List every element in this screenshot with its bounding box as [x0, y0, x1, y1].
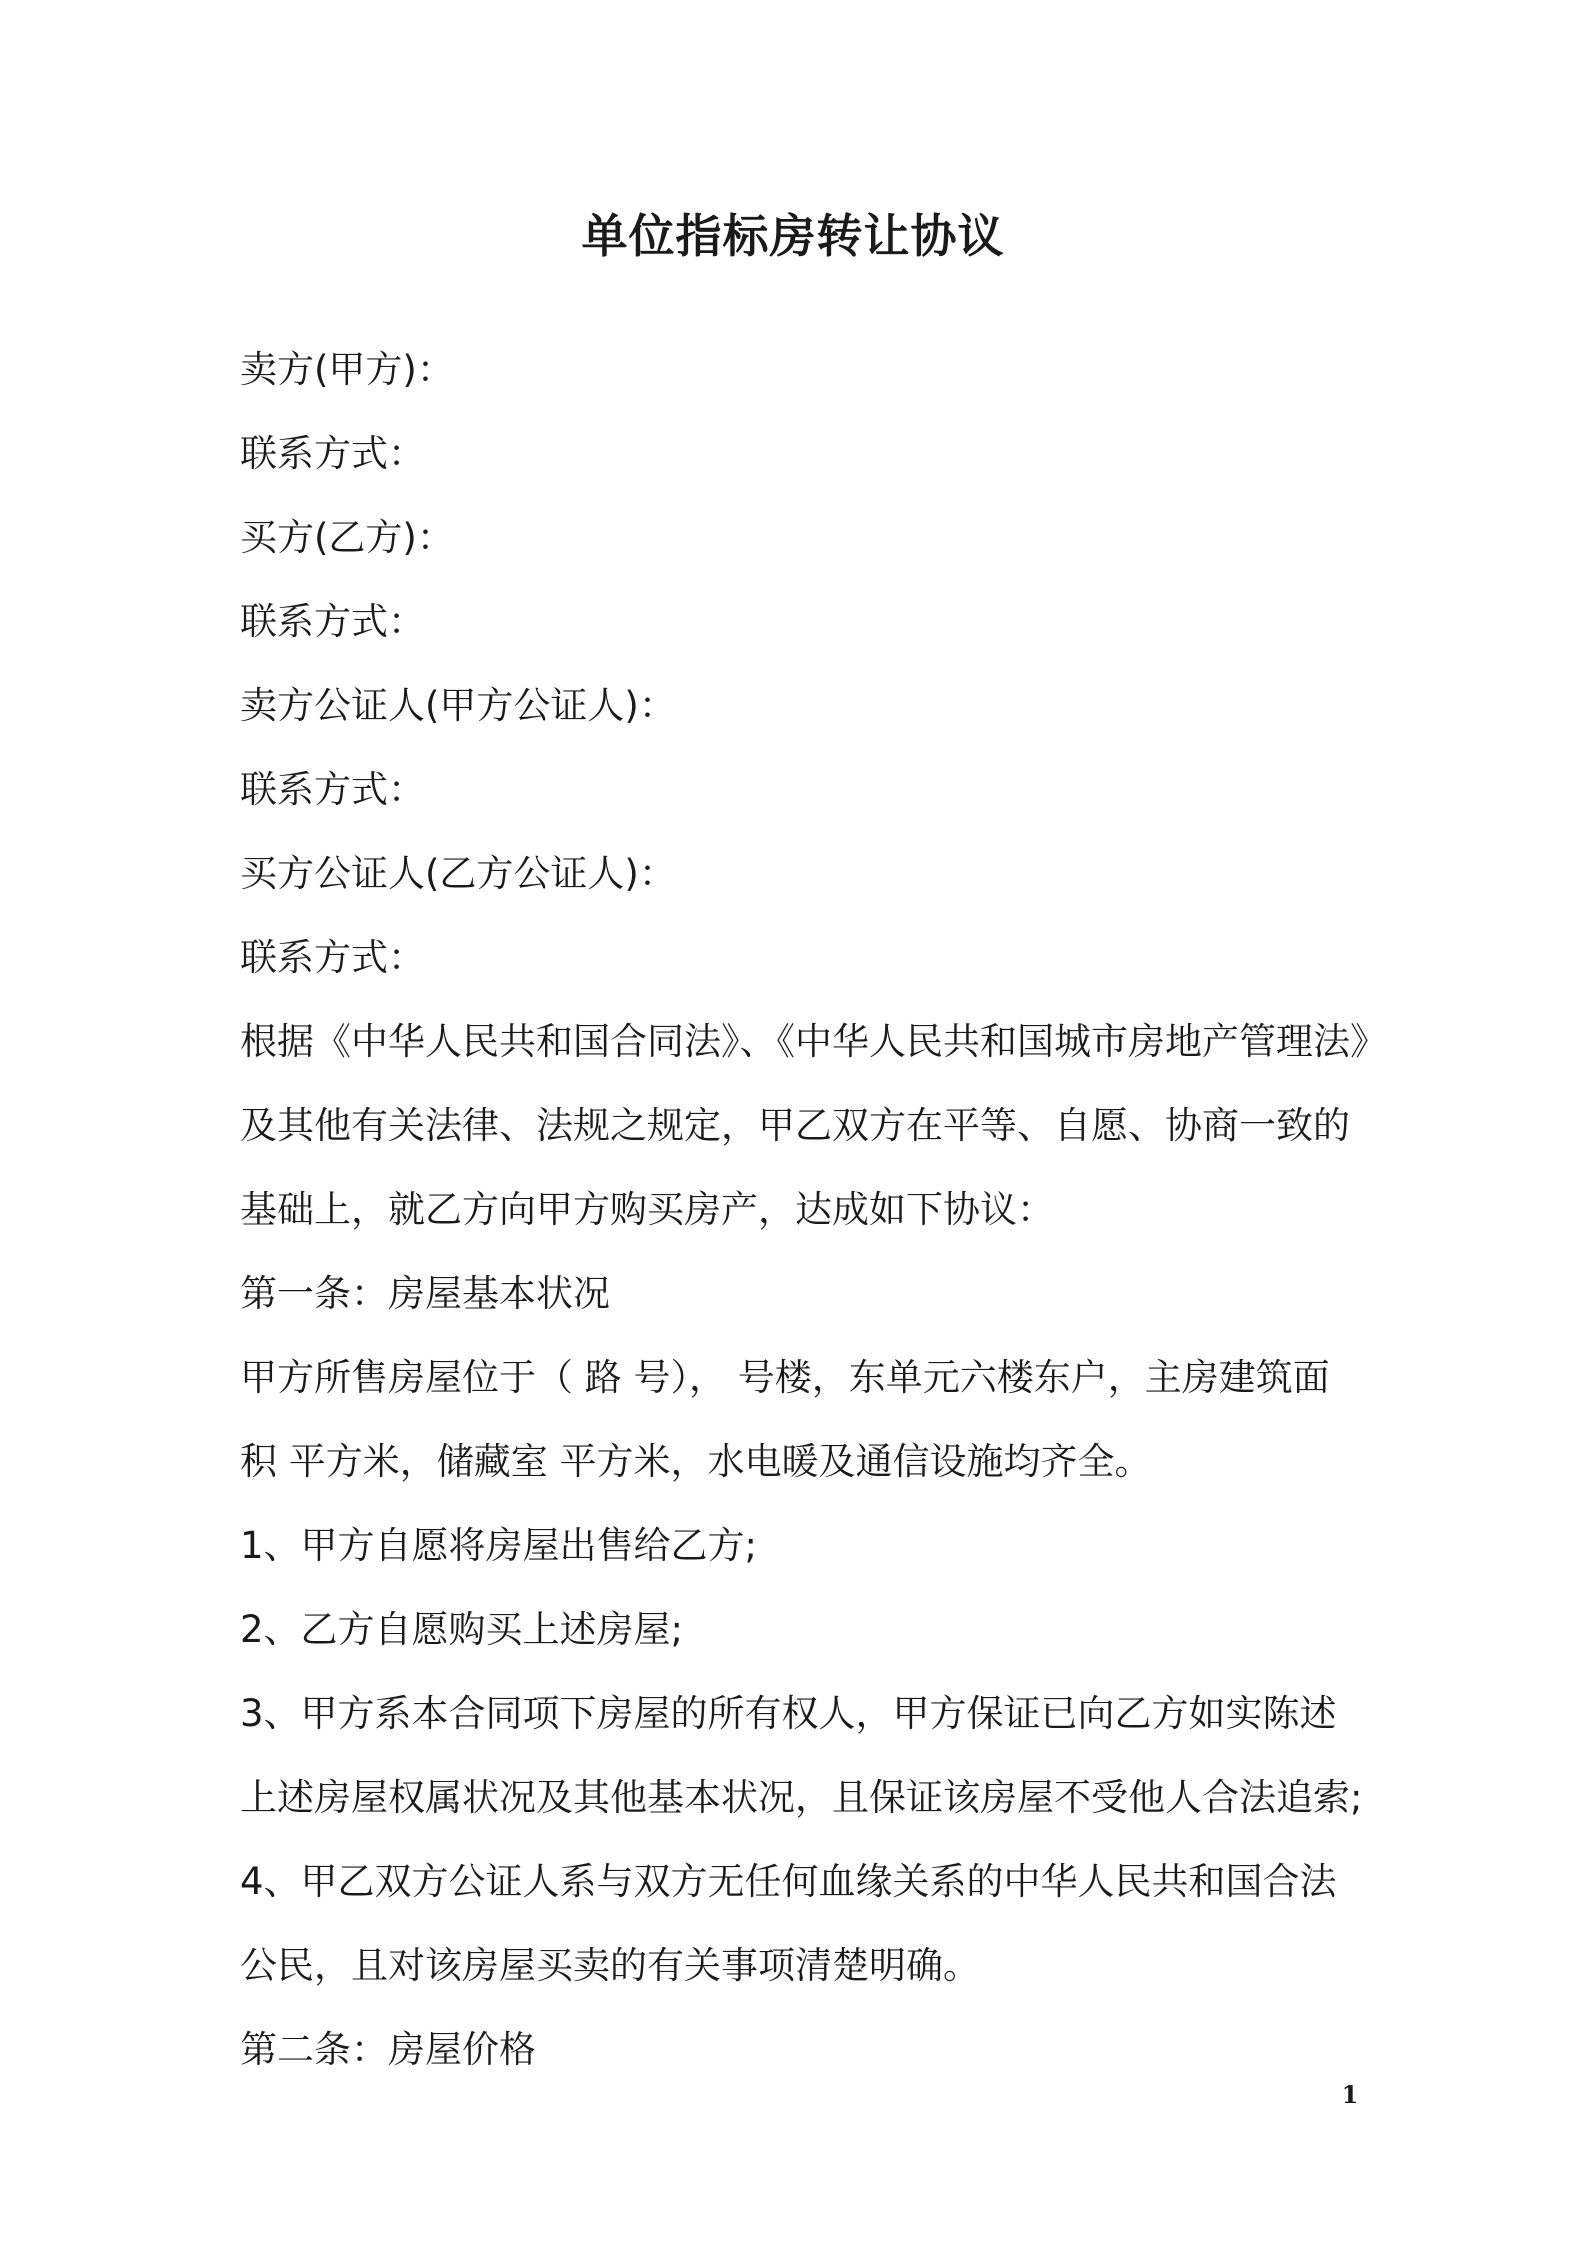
clause-3-line-2: 上述房屋权属状况及其他基本状况，且保证该房屋不受他人合法追索;	[240, 1776, 1363, 1819]
buyer-contact-line: 联系方式：	[240, 600, 425, 643]
clause-4-line-2: 公民，且对该房屋买卖的有关事项清楚明确。	[240, 1944, 980, 1987]
article-1-heading: 第一条：房屋基本状况	[240, 1272, 610, 1315]
document-title: 单位指标房转让协议	[581, 209, 1005, 263]
seller-notary-contact-line: 联系方式：	[240, 768, 425, 811]
seller-line: 卖方(甲方)：	[240, 348, 454, 391]
clause-4-line-1: 4、甲乙双方公证人系与双方无任何血缘关系的中华人民共和国合法	[240, 1860, 1337, 1903]
buyer-notary-contact-line: 联系方式：	[240, 936, 425, 979]
seller-notary-line: 卖方公证人(甲方公证人)：	[240, 684, 676, 727]
intro-paragraph-line-2: 及其他有关法律、法规之规定，甲乙双方在平等、自愿、协商一致的	[240, 1104, 1350, 1147]
property-location-line-1: 甲方所售房屋位于（ 路 号）， 号楼，东单元六楼东户，主房建筑面	[240, 1356, 1330, 1399]
clause-3-line-1: 3、甲方系本合同项下房屋的所有权人，甲方保证已向乙方如实陈述	[240, 1692, 1337, 1735]
clause-2: 2、乙方自愿购买上述房屋;	[240, 1608, 684, 1651]
intro-paragraph-line-1: 根据《中华人民共和国合同法》、《中华人民共和国城市房地产管理法》	[240, 1020, 1387, 1063]
property-location-line-2: 积 平方米，储藏室 平方米，水电暖及通信设施均齐全。	[240, 1440, 1152, 1483]
page-number: 1	[1341, 2080, 1359, 2109]
buyer-line: 买方(乙方)：	[240, 516, 454, 559]
intro-paragraph-line-3: 基础上，就乙方向甲方购买房产，达成如下协议：	[240, 1188, 1054, 1231]
clause-1: 1、甲方自愿将房屋出售给乙方;	[240, 1524, 758, 1567]
document-body	[240, 328, 1387, 2092]
article-2-heading: 第二条：房屋价格	[240, 2028, 536, 2071]
buyer-notary-line: 买方公证人(乙方公证人)：	[240, 852, 676, 895]
seller-contact-line: 联系方式：	[240, 432, 425, 475]
